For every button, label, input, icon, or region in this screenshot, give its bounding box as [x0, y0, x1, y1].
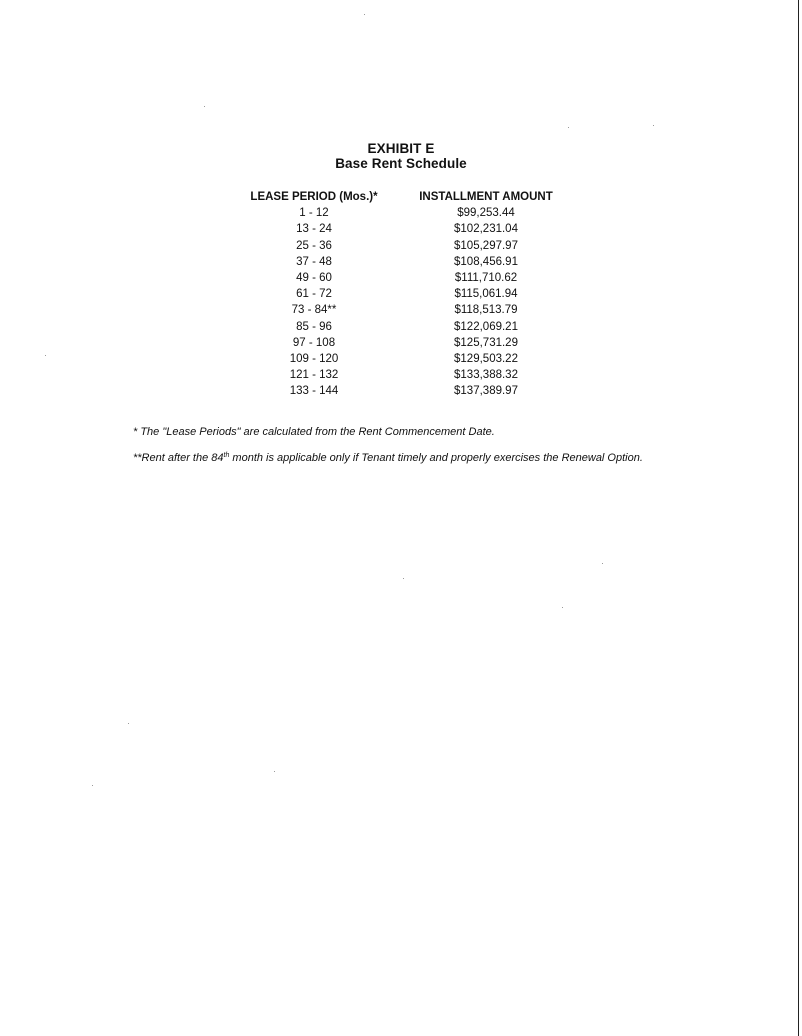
table-row	[0, 351, 802, 367]
lease-period-cell: 97 - 108	[292, 336, 336, 349]
installment-amount-cell: $105,297.97	[454, 239, 518, 252]
table-row	[0, 335, 802, 351]
table-row	[0, 254, 802, 270]
lease-period-cell: 1 - 12	[299, 207, 329, 220]
scan-speck	[602, 563, 603, 564]
installment-amount-cell: $99,253.44	[457, 207, 515, 220]
table-row	[0, 383, 802, 399]
installment-amount-cell: $122,069.21	[454, 320, 518, 333]
lease-period-cell: 73 - 84**	[291, 304, 337, 317]
scan-speck	[128, 723, 129, 724]
scan-speck	[92, 785, 93, 786]
footnote-renewal-superscript: th	[223, 452, 230, 459]
installment-amount-cell: $137,389.97	[454, 385, 518, 398]
installment-amount-cell: $129,503.22	[454, 352, 518, 365]
lease-period-cell: 109 - 120	[289, 352, 339, 365]
scan-speck	[568, 127, 569, 128]
scan-speck	[364, 14, 365, 15]
table-row	[0, 221, 802, 237]
footnote-lease-periods: * The "Lease Periods" are calculated from the Rent Commencement Date.	[133, 426, 495, 438]
header-installment-amount: INSTALLMENT AMOUNT	[419, 191, 553, 203]
lease-period-cell: 61 - 72	[296, 288, 332, 301]
table-header-row	[0, 189, 802, 205]
table-row	[0, 270, 802, 286]
lease-period-cell: 85 - 96	[296, 320, 332, 333]
scan-speck	[403, 578, 404, 579]
scan-speck	[653, 125, 654, 126]
scan-speck	[274, 771, 275, 772]
installment-amount-cell: $118,513.79	[454, 304, 518, 317]
lease-period-cell: 13 - 24	[296, 223, 332, 236]
lease-period-cell: 37 - 48	[296, 255, 332, 268]
lease-period-cell: 133 - 144	[289, 385, 339, 398]
lease-period-cell: 25 - 36	[296, 239, 332, 252]
rent-schedule-table	[0, 189, 802, 399]
footnote-renewal-prefix: **Rent after the 84	[133, 452, 224, 464]
footnote-renewal-suffix: month is applicable only if Tenant timely and properly exercises the Renewal Option.	[229, 452, 643, 464]
table-row	[0, 286, 802, 302]
table-row	[0, 319, 802, 335]
table-row	[0, 238, 802, 254]
table-row	[0, 367, 802, 383]
lease-period-cell: 121 - 132	[289, 369, 339, 382]
lease-period-cell: 49 - 60	[296, 271, 332, 284]
installment-amount-cell: $133,388.32	[454, 369, 518, 382]
installment-amount-cell: $102,231.04	[454, 223, 518, 236]
scan-speck	[562, 607, 563, 608]
exhibit-title: EXHIBIT E	[367, 141, 435, 156]
footnote-renewal-option	[133, 452, 643, 464]
installment-amount-cell: $115,061.94	[454, 288, 518, 301]
installment-amount-cell: $108,456.91	[454, 255, 518, 268]
table-row	[0, 205, 802, 221]
installment-amount-cell: $111,710.62	[454, 271, 518, 284]
table-row	[0, 302, 802, 318]
header-lease-period: LEASE PERIOD (Mos.)*	[250, 191, 378, 203]
scan-speck	[204, 106, 205, 107]
exhibit-subtitle: Base Rent Schedule	[335, 156, 467, 171]
installment-amount-cell: $125,731.29	[454, 336, 518, 349]
